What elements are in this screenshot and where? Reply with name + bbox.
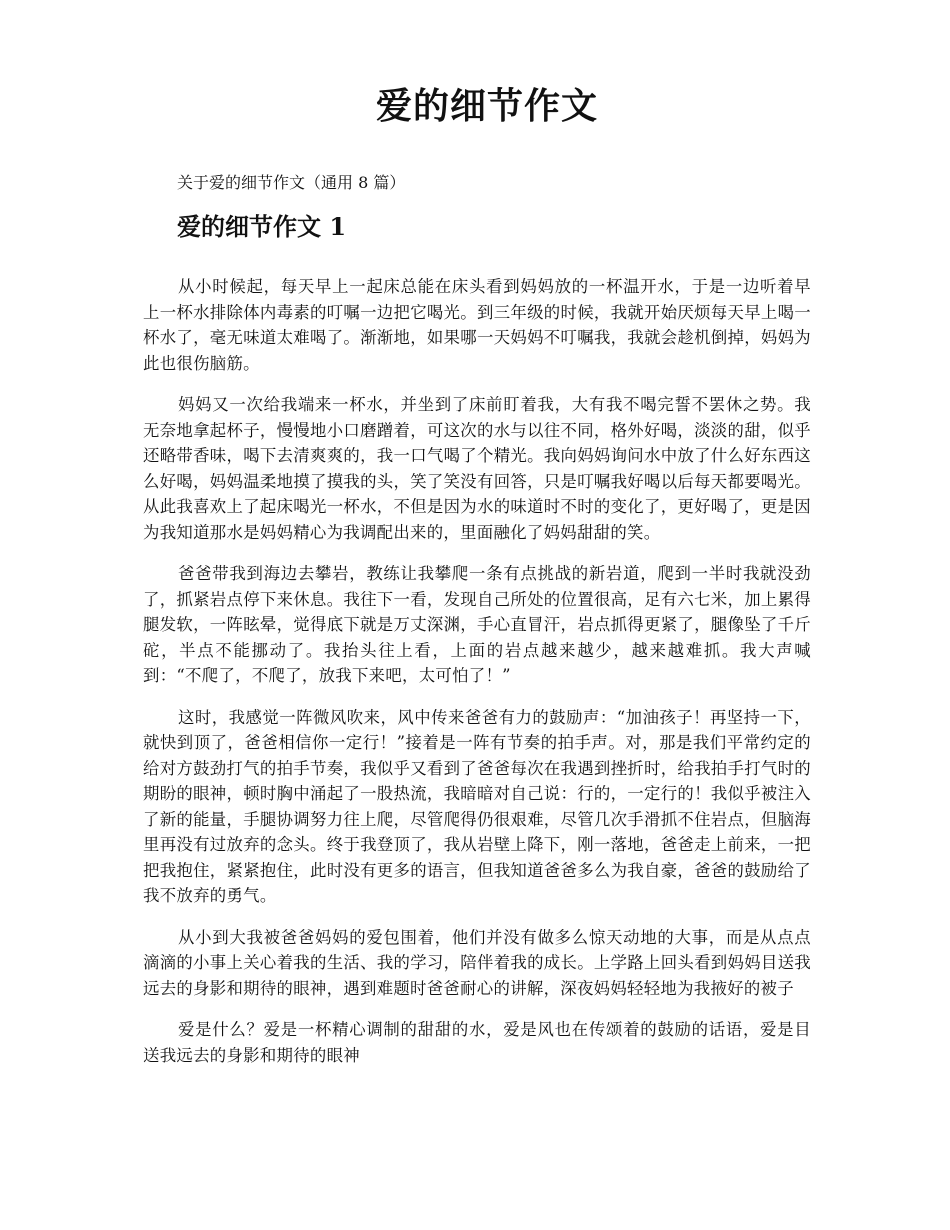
paragraph-5: 从小到大我被爸爸妈妈的爱包围着，他们并没有做多么惊天动地的大事，而是从点点滴滴的小事上关心着我的生活、我的学习，陪伴着我的成长。上学路上回头看到妈妈目送我远去的身影和期待的眼神，遇到难题时爸爸耐心的讲解，深夜妈妈轻轻地为我掖好的被子 — [143, 927, 811, 998]
section-heading: 爱的细节作文 1 — [177, 212, 347, 241]
essay-body — [143, 274, 811, 1068]
paragraph-2: 妈妈又一次给我端来一杯水，并坐到了床前盯着我，大有我不喝完誓不罢休之势。我无奈地拿起杯子，慢慢地小口磨蹭着，可这次的水与以往不同，格外好喝，淡淡的甜，似乎还略带香味，喝下去清爽爽的，我一口气喝了个精光。我向妈妈询问水中放了什么好东西这么好喝，妈妈温柔地摸了摸我的头，笑了笑没有回答，只是叮嘱我好喝以后每天都要喝光。从此我喜欢上了起床喝光一杯水，不但是因为水的味道时不时的变化了，更好喝了，更是因为我知道那水是妈妈精心为我调配出来的，里面融化了妈妈甜甜的笑。 — [143, 395, 811, 542]
paragraph-3: 爸爸带我到海边去攀岩，教练让我攀爬一条有点挑战的新岩道，爬到一半时我就没劲了，抓紧岩点停下来休息。我往下一看，发现自己所处的位置很高，足有六七米，加上累得腿发软，一阵眩晕，觉得底下就是万丈深渊，手心直冒汗，岩点抓得更紧了，腿像坠了千斤砣，半点不能挪动了。我抬头往上看，上面的岩点越来越少，越来越难抓。我大声喊到：“不爬了，不爬了，放我下来吧，太可怕了！” — [143, 564, 811, 685]
document-title: 爱的细节作文 — [375, 85, 598, 127]
document-page — [143, 0, 811, 1084]
paragraph-6: 爱是什么？爱是一杯精心调制的甜甜的水，爱是风也在传颂着的鼓励的话语，爱是目送我远去的身影和期待的眼神 — [143, 1020, 811, 1065]
document-subtitle: 关于爱的细节作文（通用 8 篇） — [177, 173, 406, 192]
paragraph-4: 这时，我感觉一阵微风吹来，风中传来爸爸有力的鼓励声：“加油孩子！再坚持一下，就快到顶了，爸爸相信你一定行！”接着是一阵有节奏的拍手声。对，那是我们平常约定的给对方鼓劲打气的拍手节奏，我似乎又看到了爸爸每次在我遇到挫折时，给我拍手打气时的期盼的眼神，顿时胸中涌起了一股热流，我暗暗对自己说：行的，一定行的！我似乎被注入了新的能量，手腿协调努力往上爬，尽管爬得仍很艰难，尽管几次手滑抓不住岩点，但脑海里再没有过放弃的念头。终于我登顶了，我从岩壁上降下，刚一落地，爸爸走上前来，一把把我抱住，紧紧抱住，此时没有更多的语言，但我知道爸爸多么为我自豪，爸爸的鼓励给了我不放弃的勇气。 — [143, 707, 811, 905]
paragraph-1: 从小时候起，每天早上一起床总能在床头看到妈妈放的一杯温开水，于是一边听着早上一杯水排除体内毒素的叮嘱一边把它喝光。到三年级的时候，我就开始厌烦每天早上喝一杯水了，毫无味道太难喝了。渐渐地，如果哪一天妈妈不叮嘱我，我就会趁机倒掉，妈妈为此也很伤脑筋。 — [143, 277, 811, 373]
